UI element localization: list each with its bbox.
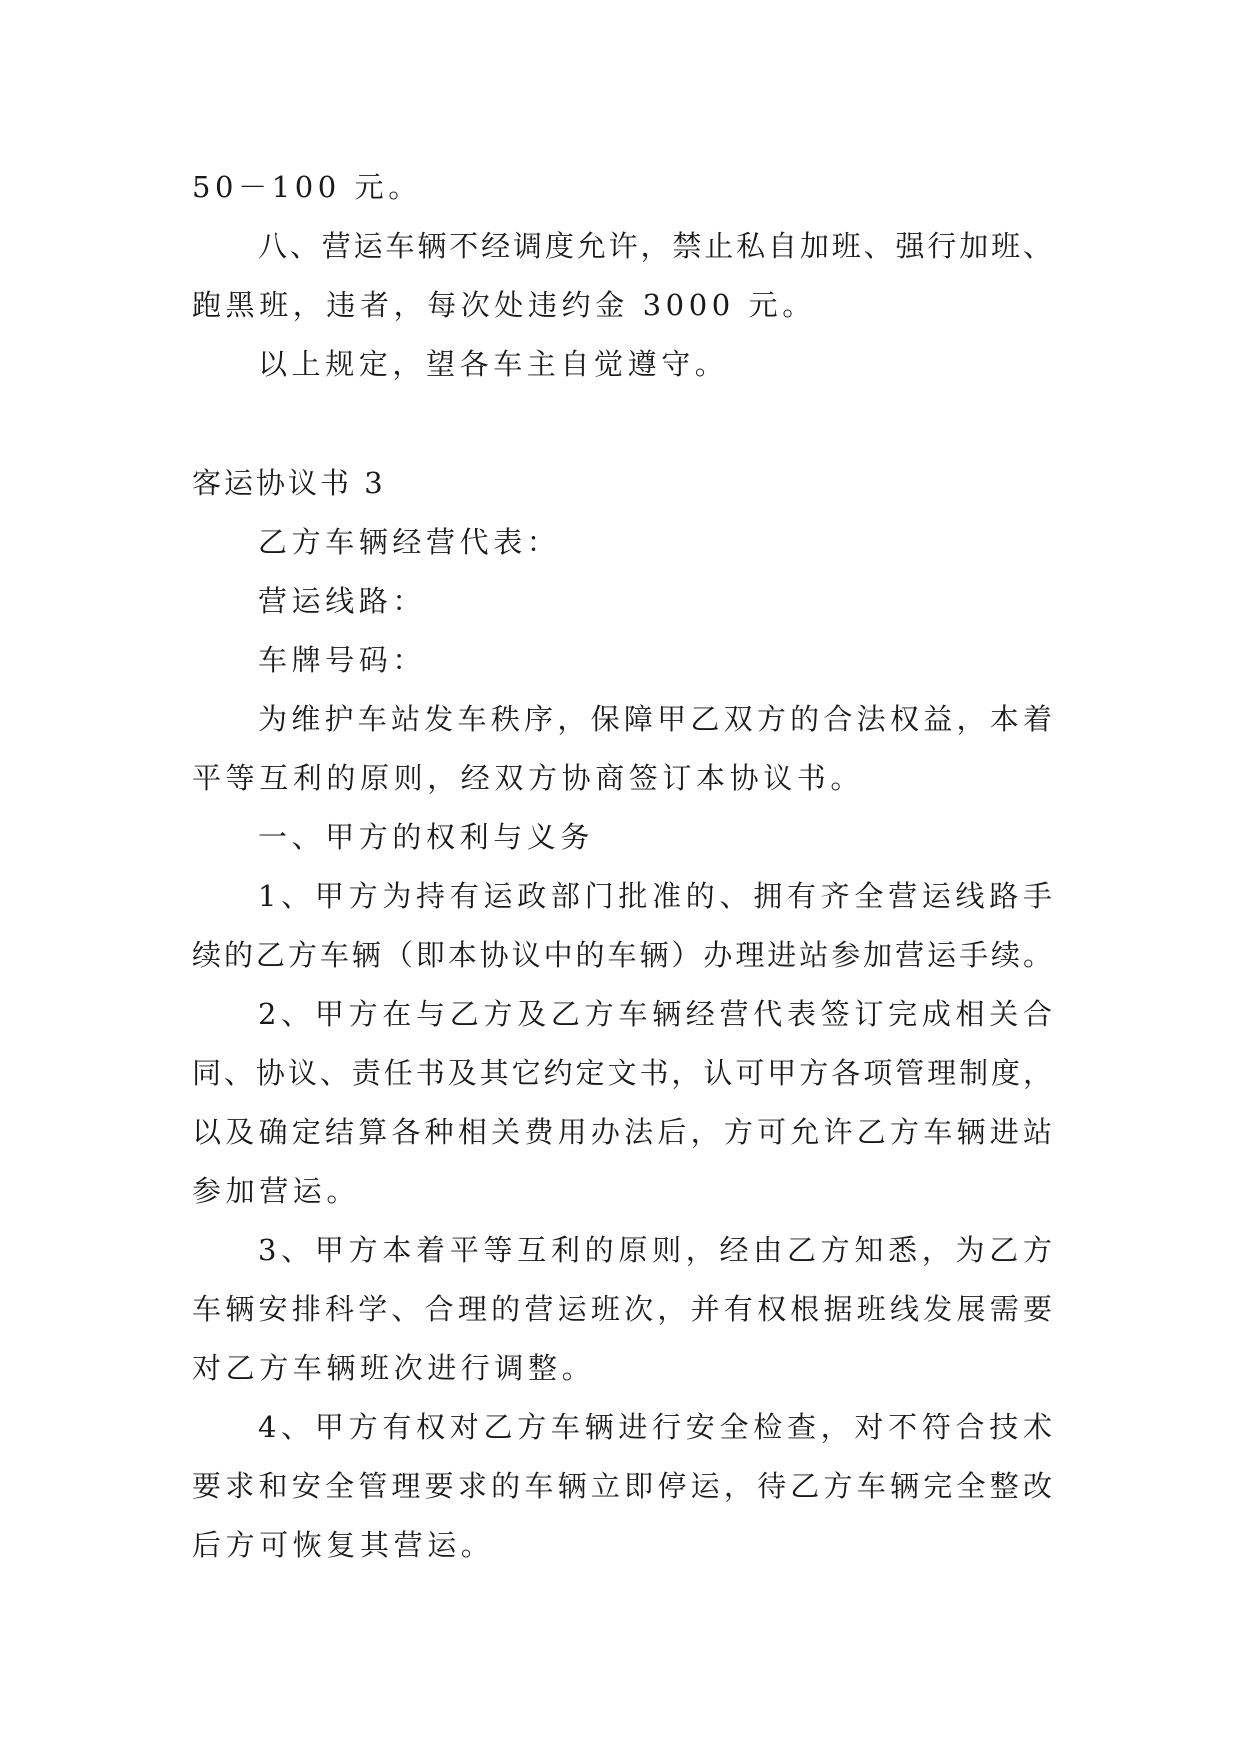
text-line: 车辆安排科学、合理的营运班次，并有权根据班线发展需要 (192, 1292, 1054, 1326)
text-line: 跑黑班，违者，每次处违约金 3000 元。 (192, 288, 816, 322)
text-line-preamble: 为维护车站发车秩序，保障甲乙双方的合法权益，本着 (258, 702, 1054, 736)
text-line: 以及确定结算各种相关费用办法后，方可允许乙方车辆进站 (192, 1115, 1054, 1149)
clause-item-3: 3、甲方本着平等互利的原则，经由乙方知悉，为乙方 (258, 1233, 1054, 1267)
text-line: 同、协议、责任书及其它约定文书，认可甲方各项管理制度， (192, 1056, 1054, 1090)
text-line: 参加营运。 (192, 1174, 361, 1208)
text-line: 对乙方车辆班次进行调整。 (192, 1351, 596, 1385)
text-line-continuation: 50－100 元。 (192, 170, 422, 204)
field-plate-number: 车牌号码： (258, 643, 427, 677)
text-line-rule-8: 八、营运车辆不经调度允许，禁止私自加班、强行加班、 (258, 229, 1054, 263)
field-route: 营运线路： (258, 584, 427, 618)
field-operator-representative: 乙方车辆经营代表： (258, 525, 561, 559)
clause-item-1: 1、甲方为持有运政部门批准的、拥有齐全营运线路手 (258, 879, 1054, 913)
clause-item-2: 2、甲方在与乙方及乙方车辆经营代表签订完成相关合 (258, 997, 1054, 1031)
text-line: 续的乙方车辆（即本协议中的车辆）办理进站参加营运手续。 (192, 938, 1054, 972)
clause-item-4: 4、甲方有权对乙方车辆进行安全检查，对不符合技术 (258, 1410, 1054, 1444)
text-line: 后方可恢复其营运。 (192, 1528, 495, 1562)
document-body (192, 158, 1054, 1575)
section-gap (192, 394, 1054, 454)
clause-heading-1: 一、甲方的权利与义务 (258, 820, 595, 854)
text-line: 平等互利的原则，经双方协商签订本协议书。 (192, 761, 865, 795)
section-title: 客运协议书 3 (192, 466, 386, 500)
text-line-closing: 以上规定，望各车主自觉遵守。 (258, 347, 729, 381)
text-line: 要求和安全管理要求的车辆立即停运，待乙方车辆完全整改 (192, 1469, 1054, 1503)
